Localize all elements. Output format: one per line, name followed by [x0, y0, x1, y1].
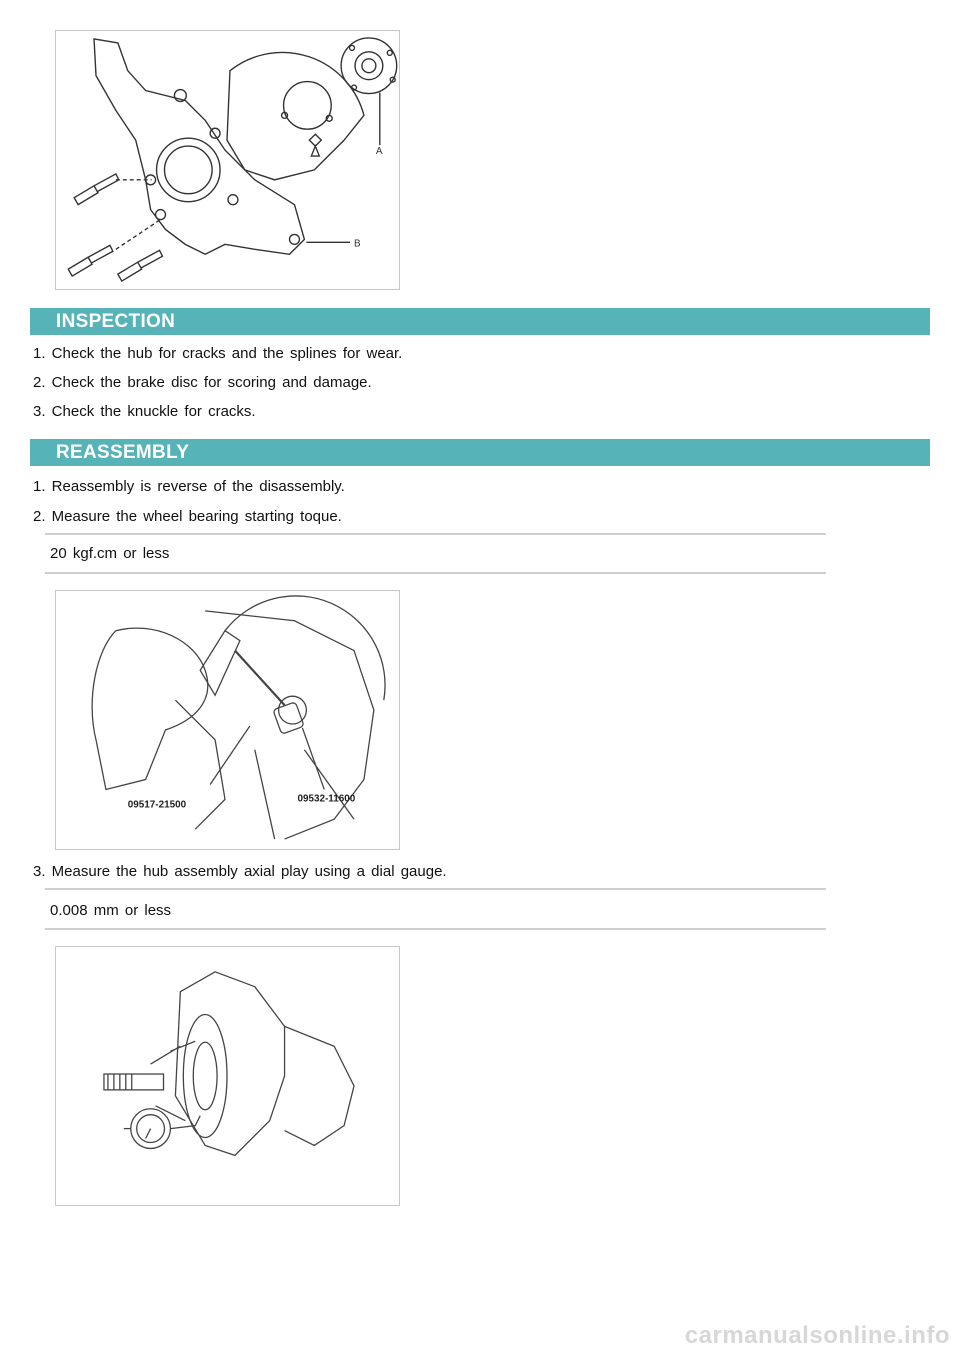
tool-left-label: 09517-21500 — [127, 799, 187, 811]
tool-right-label: 09532-11600 — [297, 793, 356, 805]
axial-play-drawing — [56, 947, 399, 1205]
axial-play-spec: 0.008 mm or less — [50, 902, 172, 919]
reassembly-step-2: 2. Measure the wheel bearing starting toque. — [33, 508, 342, 525]
reassembly-step-1: 1. Reassembly is reverse of the disassembly. — [33, 478, 345, 495]
label-a: A — [375, 146, 383, 158]
spec2-rule-bottom — [45, 928, 826, 930]
axial-play-figure — [55, 946, 400, 1206]
inspection-step-3: 3. Check the knuckle for cracks. — [33, 403, 256, 420]
starting-torque-spec: 20 kgf.cm or less — [50, 545, 170, 562]
reassembly-step-3: 3. Measure the hub assembly axial play using a dial gauge. — [33, 863, 447, 880]
inspection-step-1: 1. Check the hub for cracks and the splines for wear. — [33, 345, 403, 362]
reassembly-heading: REASSEMBLY — [30, 439, 930, 466]
inspection-heading: INSPECTION — [30, 308, 930, 335]
spec2-rule-top — [45, 888, 826, 890]
label-b: B — [354, 238, 361, 250]
inspection-step-2: 2. Check the brake disc for scoring and damage. — [33, 374, 372, 391]
starting-torque-figure — [55, 590, 400, 850]
spec-rule-bottom — [45, 572, 826, 574]
knuckle-exploded-figure — [55, 30, 400, 290]
watermark: carmanualsonline.info — [684, 1322, 950, 1349]
spec-rule-top — [45, 533, 826, 535]
starting-torque-drawing — [56, 591, 399, 849]
knuckle-exploded-drawing — [56, 31, 399, 289]
